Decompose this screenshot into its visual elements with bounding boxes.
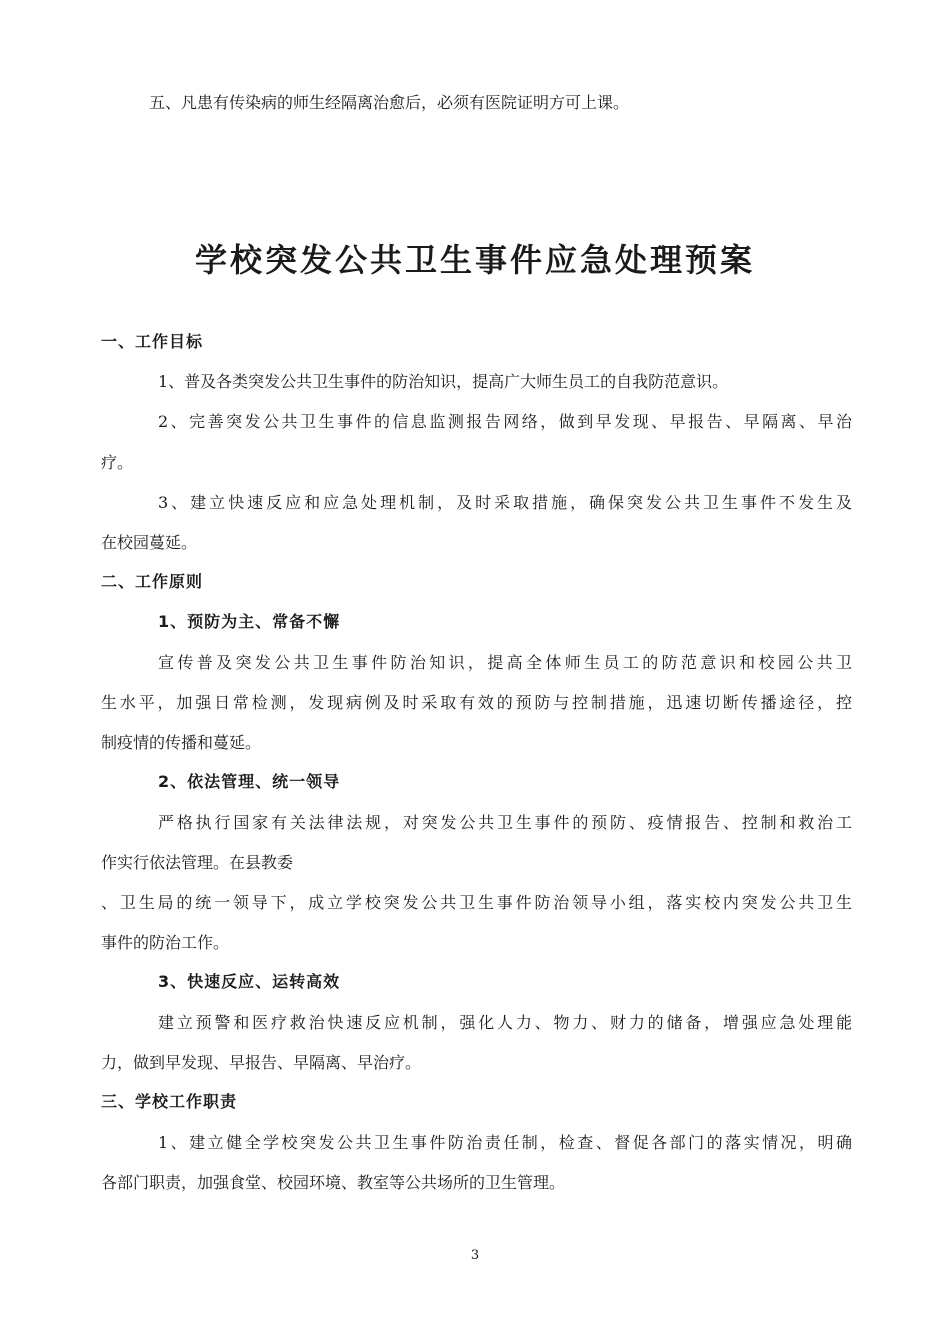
s2-subheading-1: 1、预防为主、常备不懈 [158,612,341,631]
s2-paragraph-3-line-1 [101,1012,852,1034]
section-1-heading: 一、工作目标 [101,332,204,351]
s2-paragraph-2-line-2: 作实行依法管理。在县教委 [101,853,294,872]
s2-paragraph-2-line-4: 事件的防治工作。 [101,933,230,952]
s3-paragraph-1-line-1 [101,1132,852,1154]
s2-paragraph-2-line-1 [101,812,852,834]
s1-paragraph-3-line-1 [101,492,852,514]
s2-paragraph-1-line-1 [101,652,852,674]
page-number: 3 [470,1248,480,1263]
s1-paragraph-2-line-1 [101,411,852,433]
s3-paragraph-1-line-2: 各部门职责，加强食堂、校园环境、教室等公共场所的卫生管理。 [101,1173,566,1192]
s2-paragraph-1-line-3: 制疫情的传播和蔓延。 [101,733,262,752]
text: 3、建立快速反应和应急处理机制，及时采取措施，确保突发公共卫生事件不发生及 [158,493,852,512]
text: 宣传普及突发公共卫生事件防治知识，提高全体师生员工的防范意识和校园公共卫 [158,653,852,672]
document-title: 学校突发公共卫生事件应急处理预案 [194,241,755,279]
s1-paragraph-2-line-2: 疗。 [101,453,134,472]
text: 建立预警和医疗救治快速反应机制，强化人力、物力、财力的储备，增强应急处理能 [158,1013,852,1032]
text: 1、建立健全学校突发公共卫生事件防治责任制，检查、督促各部门的落实情况，明确 [158,1133,852,1152]
section-3-heading: 三、学校工作职责 [101,1092,238,1111]
s1-paragraph-3-line-2: 在校园蔓延。 [101,533,198,552]
text: 严格执行国家有关法律法规，对突发公共卫生事件的预防、疫情报告、控制和救治工 [158,813,852,832]
s2-paragraph-3-line-2: 力，做到早发现、早报告、早隔离、早治疗。 [101,1053,422,1072]
s1-paragraph-1: 1、普及各类突发公共卫生事件的防治知识，提高广大师生员工的自我防范意识。 [158,372,729,391]
section-2-heading: 二、工作原则 [101,572,204,591]
s2-subheading-3: 3、快速反应、运转高效 [158,972,341,991]
top-paragraph: 五、凡患有传染病的师生经隔离治愈后，必须有医院证明方可上课。 [149,93,630,112]
s2-paragraph-1-line-2: 生水平，加强日常检测，发现病例及时采取有效的预防与控制措施，迅速切断传播途径，控 [101,693,852,712]
s2-subheading-2: 2、依法管理、统一领导 [158,772,341,791]
text: 2、完善突发公共卫生事件的信息监测报告网络，做到早发现、早报告、早隔离、早治 [158,412,852,431]
s2-paragraph-2-line-3: 、卫生局的统一领导下，成立学校突发公共卫生事件防治领导小组，落实校内突发公共卫生 [101,893,852,912]
